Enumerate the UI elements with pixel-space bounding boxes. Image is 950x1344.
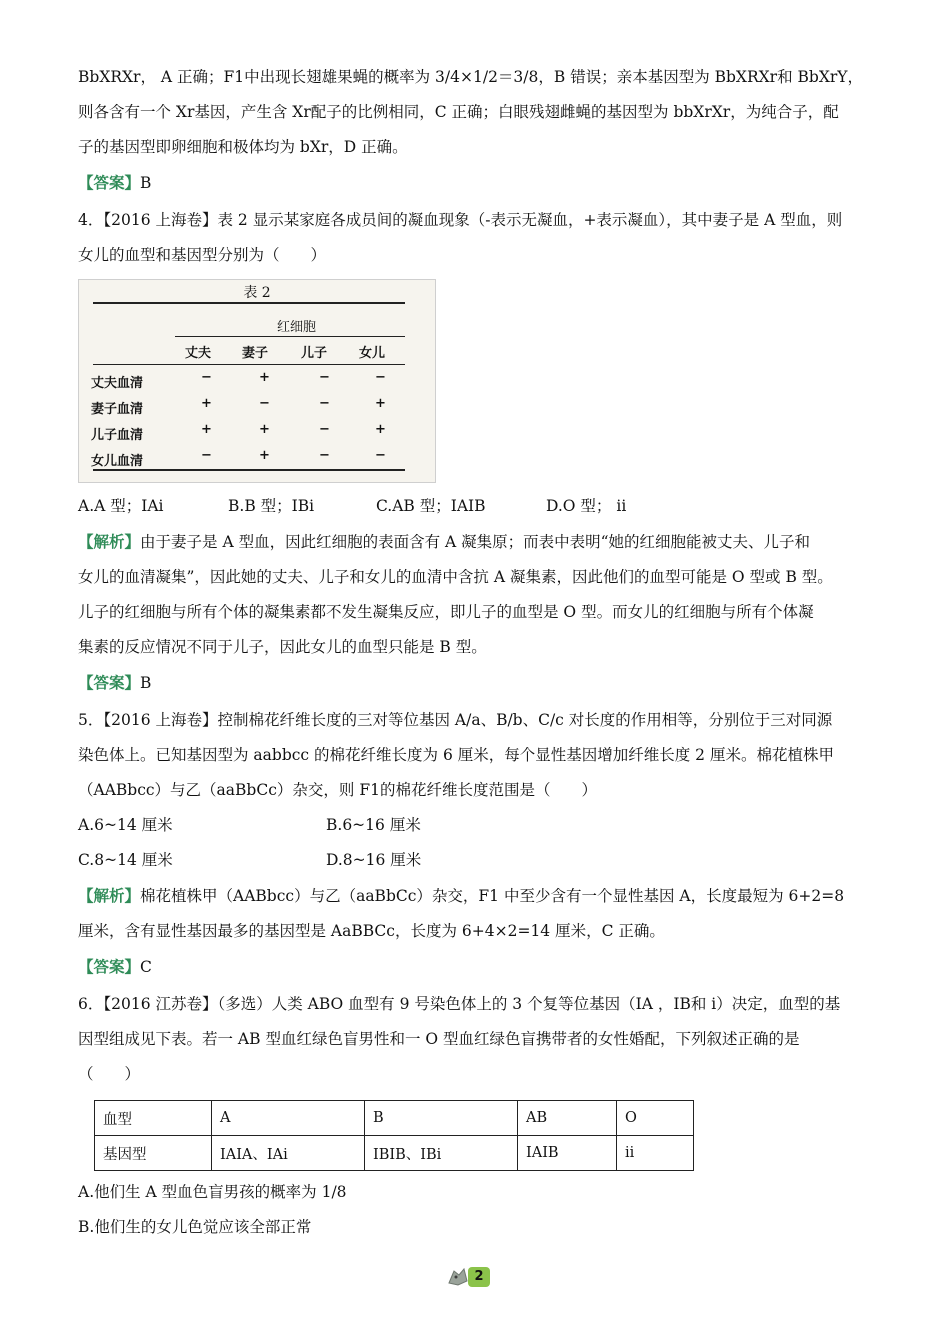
answer-tag: 【答案】	[78, 673, 141, 692]
answer-3	[78, 165, 878, 201]
q4-row-label: 妻子血清	[91, 402, 144, 417]
table-rule-top	[93, 302, 405, 304]
q5-line-3: （AABbcc）与乙（aaBbCc）杂交，则 F1的棉花纤维长度范围是（ ）	[78, 781, 597, 799]
q4-row-label: 儿子血清	[91, 428, 144, 443]
q6-cell: 基因型	[95, 1136, 212, 1171]
q5-option-a: A.6~14 厘米	[78, 816, 173, 834]
q6-line-3: （ ）	[78, 1065, 141, 1083]
q4-line-2: 女儿的血型和基因型分别为（ ）	[78, 246, 327, 264]
q4-cell: −	[319, 448, 330, 463]
q6-cell: A	[212, 1101, 365, 1136]
mascot-icon	[446, 1265, 470, 1289]
table-rule-group	[175, 336, 405, 337]
q4-analysis-1	[78, 524, 878, 560]
answer-3-value: B	[140, 174, 152, 192]
q6-cell: ii	[617, 1136, 694, 1171]
q4-analysis-4: 集素的反应情况不同于儿子，因此女儿的血型只能是 B 型。	[78, 638, 487, 656]
page-content	[78, 60, 878, 1245]
q4-table-caption: 表 2	[243, 285, 271, 301]
table-rule-header	[93, 364, 405, 365]
q4-analysis-3: 儿子的红细胞与所有个体的凝集素都不发生凝集反应，即儿子的血型是 O 型。而女儿的红细胞与所有个体凝	[78, 603, 814, 621]
q4-answer-value: B	[140, 674, 152, 692]
q4-option-c: C.AB 型；IAIB	[376, 497, 486, 515]
q4-table-image	[78, 279, 436, 483]
q4-options	[78, 489, 878, 524]
table-row	[95, 1136, 694, 1171]
q6-cell: 血型	[95, 1101, 212, 1136]
q4-cell: +	[259, 422, 270, 437]
analysis-tag: 【解析】	[78, 532, 141, 551]
q4-col-header: 儿子	[301, 346, 328, 361]
q6-line-1: 6．【2016 江苏卷】（多选）人类 ABO 血型有 9 号染色体上的 3 个复等位基因（IA ，IB和 i）决定，血型的基	[78, 995, 841, 1013]
q4-cell: −	[259, 396, 270, 411]
intro-line-2: 则各含有一个 Xr基因，产生含 Xr配子的比例相同，C 正确；白眼残翅雌蝇的基因型为 bbXrXr，为纯合子，配	[78, 103, 839, 121]
intro-line-3: 子的基因型即卵细胞和极体均为 bXr，D 正确。	[78, 138, 408, 156]
q6-cell: O	[617, 1101, 694, 1136]
q6-cell: IBIB、IBi	[365, 1136, 518, 1171]
q5-analysis-2: 厘米，含有显性基因最多的基因型是 AaBBCc，长度为 6+4×2=14 厘米，C 正确。	[78, 922, 665, 940]
q5-analysis-1	[78, 878, 878, 914]
q6-cell: AB	[518, 1101, 617, 1136]
q4-answer	[78, 665, 878, 701]
q4-row-label: 丈夫血清	[91, 376, 144, 391]
q4-cell: −	[201, 448, 212, 463]
q6-cell: B	[365, 1101, 518, 1136]
q5-options-row-1	[78, 808, 878, 843]
page-footer	[446, 1265, 494, 1289]
q5-line-2: 染色体上。已知基因型为 aabbcc 的棉花纤维长度为 6 厘米，每个显性基因增加纤维长度 2 厘米。棉花植株甲	[78, 746, 834, 764]
q4-cell: −	[201, 370, 212, 385]
q5-option-d: D.8~16 厘米	[326, 851, 422, 869]
intro-line-1: BbXRXr， A 正确；F1中出现长翅雄果蝇的概率为 3/4×1/2＝3/8，B 错误；亲本基因型为 BbXRXr和 BbXrY，	[78, 68, 863, 86]
q4-group-header: 红细胞	[277, 320, 317, 335]
q4-cell: −	[319, 422, 330, 437]
q5-option-c: C.8~14 厘米	[78, 851, 173, 869]
q4-cell: +	[259, 448, 270, 463]
q4-cell: +	[201, 422, 212, 437]
q4-cell: +	[375, 396, 386, 411]
q5-analysis-text: 棉花植株甲（AABbcc）与乙（aaBbCc）杂交，F1 中至少含有一个显性基因 A，长度最短为 6+2=8	[140, 887, 845, 905]
q5-line-1: 5．【2016 上海卷】控制棉花纤维长度的三对等位基因 A/a、B/b、C/c 对长度的作用相等，分别位于三对同源	[78, 711, 833, 729]
answer-tag: 【答案】	[78, 173, 141, 192]
answer-tag: 【答案】	[78, 957, 141, 976]
q5-answer	[78, 949, 878, 985]
q4-col-header: 女儿	[359, 346, 386, 361]
q4-analysis-2: 女儿的血清凝集”，因此她的丈夫、儿子和女儿的血清中含抗 A 凝集素，因此他们的血型可能是 O 型或 B 型。	[78, 568, 833, 586]
q4-option-a: A.A 型；IAi	[78, 497, 164, 515]
q4-cell: −	[375, 448, 386, 463]
q4-cell: +	[201, 396, 212, 411]
q4-cell: −	[375, 370, 386, 385]
q4-cell: +	[259, 370, 270, 385]
q6-cell: IAIA、IAi	[212, 1136, 365, 1171]
q5-option-b: B.6~16 厘米	[326, 816, 421, 834]
analysis-tag: 【解析】	[78, 886, 141, 905]
q6-table	[94, 1100, 694, 1171]
q4-cell: −	[319, 396, 330, 411]
q4-col-header: 妻子	[242, 346, 269, 361]
q4-cell: +	[375, 422, 386, 437]
q4-col-header: 丈夫	[185, 346, 212, 361]
q6-option-a: A.他们生 A 型血色盲男孩的概率为 1/8	[78, 1183, 347, 1201]
page-number: 2	[468, 1267, 490, 1287]
q6-option-b: B.他们生的女儿色觉应该全部正常	[78, 1218, 312, 1236]
q4-option-b: B.B 型；IBi	[228, 497, 315, 515]
q5-answer-value: C	[140, 958, 152, 976]
q5-options-row-2	[78, 843, 878, 878]
q6-line-2: 因型组成见下表。若一 AB 型血红绿色盲男性和一 O 型血红绿色盲携带者的女性婚配，下列叙述正确的是	[78, 1030, 800, 1048]
q4-line-1: 4．【2016 上海卷】表 2 显示某家庭各成员间的凝血现象（-表示无凝血，+表示凝血），其中妻子是 A 型血，则	[78, 211, 843, 229]
table-rule-bottom	[93, 469, 405, 471]
q6-cell: IAIB	[518, 1136, 617, 1171]
q4-cell: −	[319, 370, 330, 385]
q4-row-label: 女儿血清	[91, 454, 144, 469]
q4-option-d: D.O 型； ii	[546, 497, 627, 515]
q4-analysis-text: 由于妻子是 A 型血，因此红细胞的表面含有 A 凝集原；而表中表明“她的红细胞能被丈夫、儿子和	[140, 533, 811, 551]
table-row	[95, 1101, 694, 1136]
